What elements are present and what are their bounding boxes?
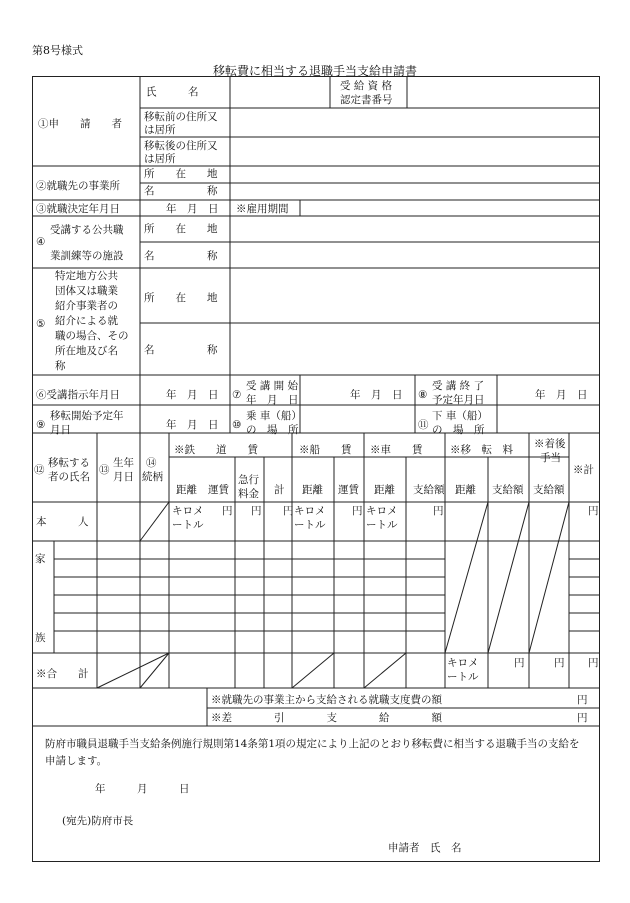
car-fare-header: ※車 賃 <box>370 444 423 456</box>
rail-total-header: 計 <box>274 484 285 496</box>
referral-location-label: 所 在 地 <box>144 292 218 304</box>
name-label: 氏 名 <box>146 86 199 98</box>
training-label-2: 業訓練等の施設 <box>50 250 124 262</box>
course-start-date: 年 月 日 <box>350 389 403 401</box>
form-number: 第8号様式 <box>32 44 83 57</box>
alighting-num: ⑪ <box>418 419 429 431</box>
employer-location-label: 所 在 地 <box>144 168 218 180</box>
moving-fee-header: ※移 転 料 <box>450 444 513 456</box>
course-end-label-1: 受 講 終 了 <box>432 380 485 392</box>
referral-label-line: 称 <box>55 360 66 372</box>
training-location-label: 所 在 地 <box>144 223 218 235</box>
course-end-label-2: 予定年月日 <box>432 394 485 406</box>
relation-num: ⑭ <box>146 457 157 469</box>
employer-section-label: ②就職先の事業所 <box>36 180 120 192</box>
training-label-1: 受講する公共職 <box>50 224 124 236</box>
mover-label-2: 者の氏名 <box>48 471 90 483</box>
ship-distance-header: 距離 <box>302 484 323 496</box>
support-amount-unit: 円 <box>577 694 588 706</box>
course-start-label-2: 年 月 日 <box>246 394 299 406</box>
rail-km-unit-1: キロメ <box>172 505 204 517</box>
boarding-label-1: 乗 車（船） <box>246 410 302 422</box>
referral-label-line: 職の場合、その <box>55 330 129 342</box>
move-start-num: ⑨ <box>36 419 46 431</box>
instruction-date-label: ⑥受講指示年月日 <box>36 389 120 401</box>
ship-fare-header: ※船 賃 <box>299 444 352 456</box>
referral-label-line: 紹介事業者の <box>55 300 118 312</box>
course-end-date: 年 月 日 <box>535 389 588 401</box>
arrival-paid-header: 支給額 <box>533 484 565 496</box>
move-start-label-2: 月日 <box>50 424 71 436</box>
sum-moving-yen: 円 <box>514 657 525 669</box>
hire-date-value: 年 月 日 <box>166 203 219 215</box>
referral-label-line: 紹介による就 <box>55 315 118 327</box>
car-km-unit-1: キロメ <box>366 505 398 517</box>
cert-number-label-2: 認定書番号 <box>340 94 393 106</box>
alighting-label-2: の 場 所 <box>432 424 485 436</box>
referral-name-label: 名 称 <box>144 344 218 356</box>
net-amount-unit: 円 <box>577 712 588 724</box>
birth-label-1: 生年 <box>113 457 134 469</box>
ship-fare-yen: 円 <box>352 505 363 517</box>
hire-date-label: ③就職決定年月日 <box>36 203 120 215</box>
total-yen: 円 <box>588 505 599 517</box>
mover-num: ⑫ <box>34 464 45 476</box>
address-before-label-2: は居所 <box>144 124 176 136</box>
ship-fare-subheader: 運賃 <box>338 484 359 496</box>
cert-number-label-1: 受 給 資 格 <box>340 80 393 92</box>
training-section-num: ④ <box>36 236 46 248</box>
applicant-section-label: ①申 請 者 <box>38 118 122 130</box>
family-label-1: 家 <box>35 553 46 565</box>
net-amount-label: ※差 引 支 給 額 <box>211 712 442 724</box>
car-distance-header: 距離 <box>374 484 395 496</box>
referral-label-line: 所在地及び名 <box>55 345 118 357</box>
relation-label: 続柄 <box>142 471 163 483</box>
referral-section-num: ⑤ <box>36 318 46 330</box>
total-header: ※計 <box>573 464 594 476</box>
express-fee-header-1: 急行 <box>238 474 259 486</box>
addressee: (宛先)防府市長 <box>62 815 134 827</box>
car-paid-yen: 円 <box>433 505 444 517</box>
form-title: 移転費に相当する退職手当支給申請書 <box>212 64 417 78</box>
rail-distance-header: 距離 <box>176 484 197 496</box>
course-start-label-1: 受 講 開 始 <box>246 380 299 392</box>
employment-period-label: ※雇用期間 <box>236 203 289 215</box>
family-label-2: 族 <box>35 632 46 644</box>
referral-label-line: 特定地方公共 <box>55 270 118 282</box>
sum-total-yen: 円 <box>588 657 599 669</box>
moving-paid-header: 支給額 <box>492 484 524 496</box>
birth-num: ⑬ <box>99 464 110 476</box>
mover-label-1: 移転する <box>48 457 90 469</box>
application-date: 年 月 日 <box>95 783 190 795</box>
sum-moving-km-2: ートル <box>447 671 479 683</box>
rail-km-unit-2: ートル <box>172 519 204 531</box>
boarding-num: ⑩ <box>232 419 242 431</box>
arrival-allowance-header-1: ※着後 <box>534 438 566 450</box>
course-start-num: ⑦ <box>232 389 242 401</box>
application-statement: 防府市職員退職手当支給条例施行規則第14条第1項の規定により上記のとおり移転費に相当する退職手当の支給を申請します。 <box>45 738 580 767</box>
car-paid-header: 支給額 <box>413 484 445 496</box>
ship-km-unit-1: キロメ <box>294 505 326 517</box>
ship-km-unit-2: ートル <box>294 519 326 531</box>
referral-label-line: 団体又は職業 <box>55 285 118 297</box>
move-start-label-1: 移転開始予定年 <box>50 410 124 422</box>
support-amount-label: ※就職先の事業主から支給される就職支度費の額 <box>211 694 442 706</box>
employer-name-label: 名 称 <box>144 185 218 197</box>
sum-row-label: ※合 計 <box>36 668 89 680</box>
moving-distance-header: 距離 <box>455 484 476 496</box>
alighting-label-1: 下 車（船） <box>432 410 488 422</box>
course-end-num: ⑧ <box>418 389 428 401</box>
arrival-allowance-header-2: 手当 <box>540 452 561 464</box>
address-after-label-1: 移転後の住所又 <box>144 140 218 152</box>
birth-label-2: 月日 <box>113 471 134 483</box>
applicant-signature-line: 申請者 氏 名 <box>388 842 462 854</box>
sum-arrival-yen: 円 <box>554 657 565 669</box>
express-yen: 円 <box>251 505 262 517</box>
express-fee-header-2: 料金 <box>238 488 259 500</box>
address-after-label-2: は居所 <box>144 153 176 165</box>
boarding-label-2: の 場 所 <box>246 424 299 436</box>
instruction-date-value: 年 月 日 <box>166 389 219 401</box>
move-start-date: 年 月 日 <box>166 419 219 431</box>
rail-fare-yen: 円 <box>222 505 233 517</box>
self-row-label: 本 人 <box>36 516 89 528</box>
address-before-label-1: 移転前の住所又 <box>144 111 218 123</box>
car-km-unit-2: ートル <box>366 519 398 531</box>
training-name-label: 名 称 <box>144 250 218 262</box>
rail-fare-header: ※鉄 道 賃 <box>174 444 258 456</box>
rail-total-yen: 円 <box>283 505 294 517</box>
sum-moving-km-1: キロメ <box>447 657 479 669</box>
rail-fare-subheader: 運賃 <box>208 484 229 496</box>
